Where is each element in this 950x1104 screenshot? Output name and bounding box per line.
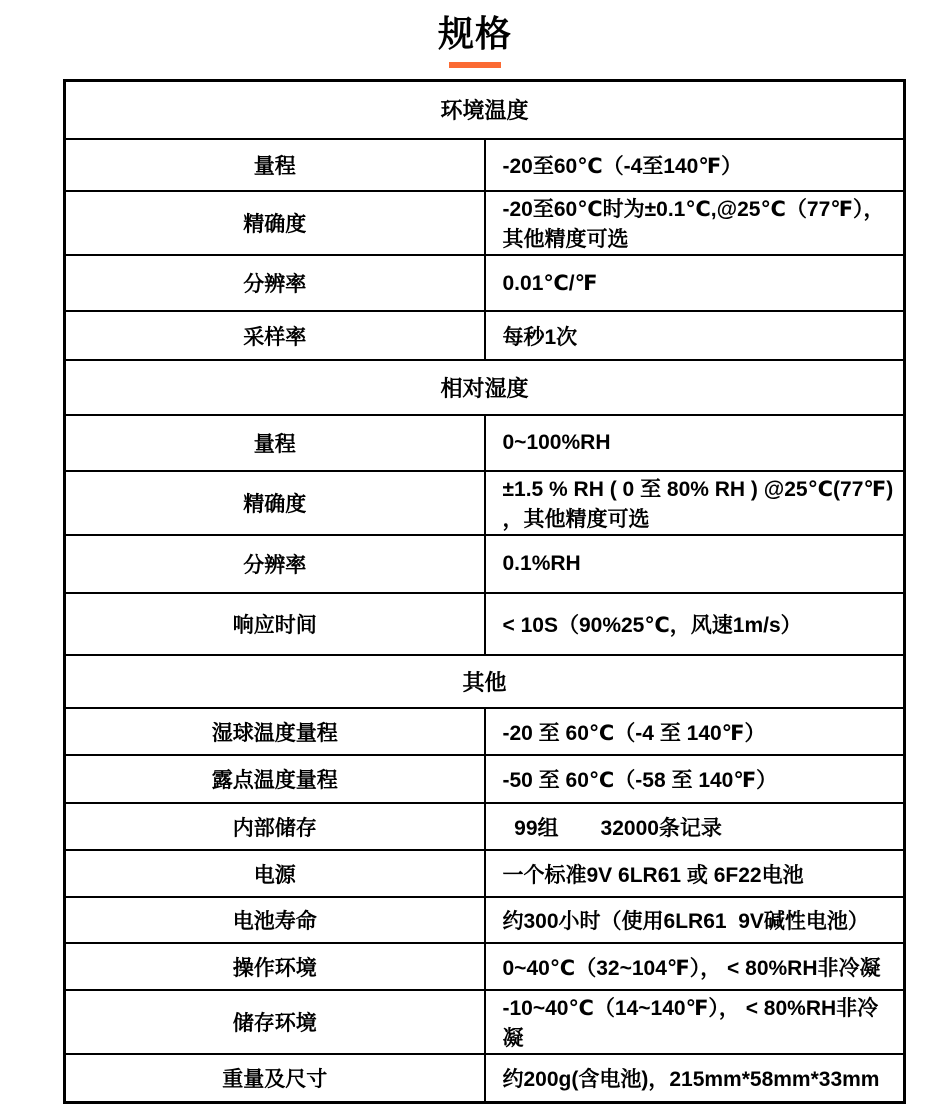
page-header xyxy=(0,0,950,68)
section-header-relative-humidity: 相对湿度 xyxy=(65,360,905,415)
spec-row-label: 分辨率 xyxy=(65,255,485,311)
page-title: 规格 xyxy=(437,13,512,54)
table-row xyxy=(65,708,905,755)
spec-table xyxy=(63,79,906,1104)
spec-row-label: 露点温度量程 xyxy=(65,755,485,803)
table-row xyxy=(65,593,905,655)
spec-row-value: 0.01℃/℉ xyxy=(485,255,905,311)
table-row xyxy=(65,191,905,255)
spec-row-label: 采样率 xyxy=(65,311,485,360)
spec-row-value: 99组 32000条记录 xyxy=(485,803,905,850)
spec-row-label: 内部储存 xyxy=(65,803,485,850)
spec-row-value: 每秒1次 xyxy=(485,311,905,360)
table-row xyxy=(65,990,905,1054)
section-header-row xyxy=(65,655,905,708)
title-underline xyxy=(449,62,501,68)
spec-row-label: 操作环境 xyxy=(65,943,485,990)
table-row xyxy=(65,803,905,850)
spec-row-label: 重量及尺寸 xyxy=(65,1054,485,1102)
table-row xyxy=(65,311,905,360)
spec-row-label: 电源 xyxy=(65,850,485,897)
spec-row-label: 精确度 xyxy=(65,471,485,535)
table-row xyxy=(65,535,905,593)
table-row xyxy=(65,471,905,535)
spec-row-label: 量程 xyxy=(65,139,485,191)
spec-row-value: -20至60℃（-4至140℉） xyxy=(485,139,905,191)
spec-row-value: ±1.5 % RH ( 0 至 80% RH ) @25℃(77℉) ，其他精度可选 xyxy=(485,471,905,535)
spec-row-label: 分辨率 xyxy=(65,535,485,593)
spec-row-value: -10~40℃（14~140℉）， < 80%RH非冷凝 xyxy=(485,990,905,1054)
spec-row-label: 响应时间 xyxy=(65,593,485,655)
spec-row-label: 电池寿命 xyxy=(65,897,485,943)
spec-row-label: 量程 xyxy=(65,415,485,471)
spec-row-value: -20 至 60℃（-4 至 140℉） xyxy=(485,708,905,755)
section-header-row xyxy=(65,360,905,415)
section-header-row xyxy=(65,80,905,139)
spec-row-value: 0.1%RH xyxy=(485,535,905,593)
spec-row-value: -20至60℃时为±0.1℃,@25℃（77℉），其他精度可选 xyxy=(485,191,905,255)
spec-row-value: 0~100%RH xyxy=(485,415,905,471)
table-row xyxy=(65,255,905,311)
section-header-other: 其他 xyxy=(65,655,905,708)
spec-row-value: 约200g(含电池)，215mm*58mm*33mm xyxy=(485,1054,905,1102)
table-row xyxy=(65,755,905,803)
table-row xyxy=(65,1054,905,1102)
table-row xyxy=(65,415,905,471)
spec-row-label: 湿球温度量程 xyxy=(65,708,485,755)
spec-row-value: 约300小时（使用6LR61 9V碱性电池） xyxy=(485,897,905,943)
table-row xyxy=(65,139,905,191)
table-row xyxy=(65,897,905,943)
spec-row-value: 0~40℃（32~104℉）， < 80%RH非冷凝 xyxy=(485,943,905,990)
spec-row-value: -50 至 60℃（-58 至 140℉） xyxy=(485,755,905,803)
table-row xyxy=(65,943,905,990)
spec-row-value: < 10S（90%25℃，风速1m/s） xyxy=(485,593,905,655)
spec-row-label: 储存环境 xyxy=(65,990,485,1054)
spec-row-label: 精确度 xyxy=(65,191,485,255)
spec-row-value: 一个标准9V 6LR61 或 6F22电池 xyxy=(485,850,905,897)
table-row xyxy=(65,850,905,897)
section-header-ambient-temperature: 环境温度 xyxy=(65,80,905,139)
